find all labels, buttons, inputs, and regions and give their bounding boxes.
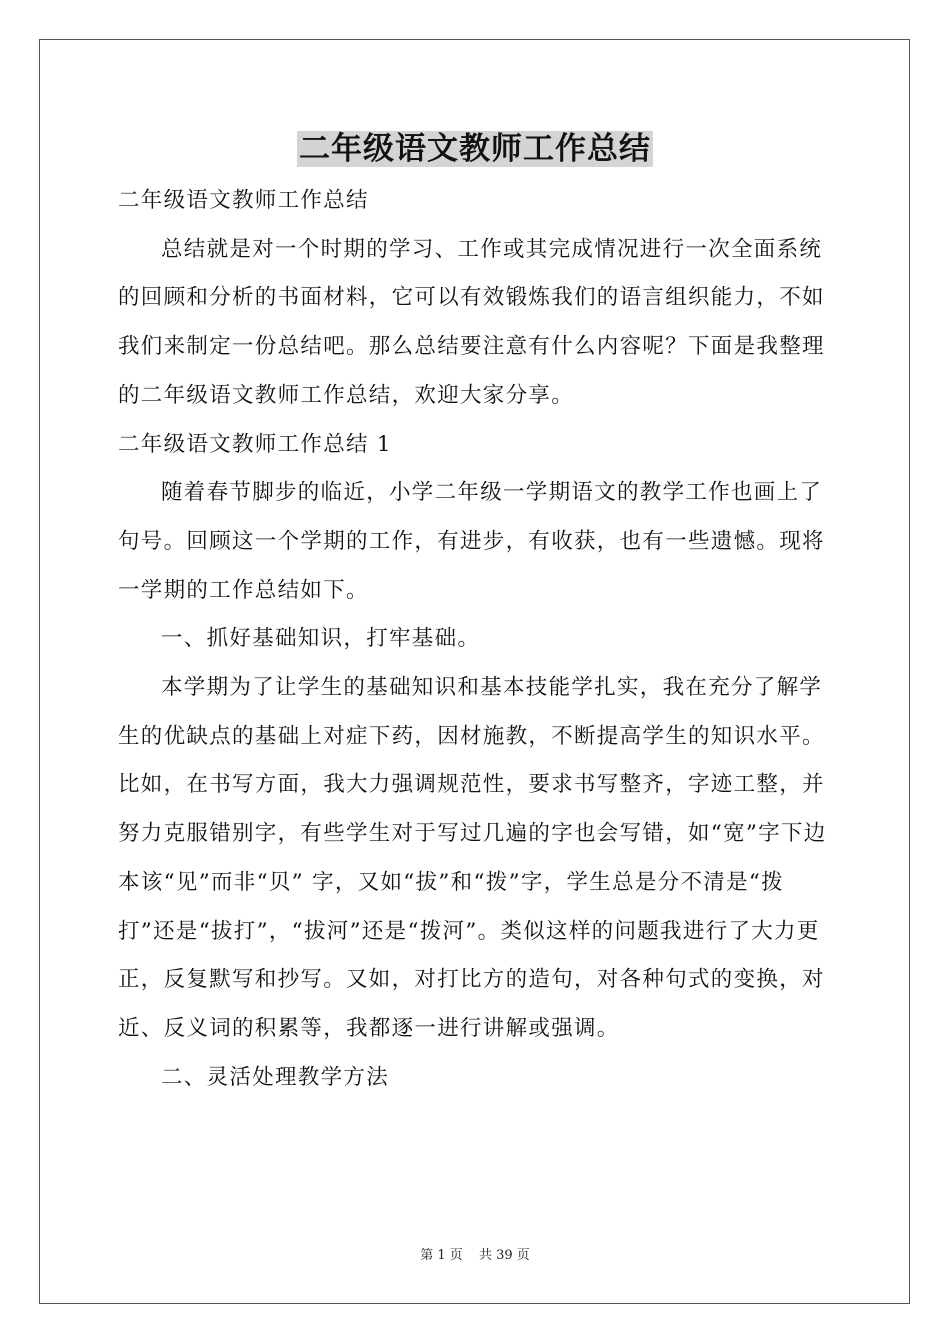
body-paragraph: 随着春节脚步的临近，小学二年级一学期语文的教学工作也画上了句号。回顾这一个学期的工作，有进步，有收获，也有一些遗憾。现将一学期的工作总结如下。	[118, 480, 825, 603]
document-title	[0, 126, 950, 172]
document-title-text: 二年级语文教师工作总结	[299, 131, 651, 167]
section-heading: 二年级语文教师工作总结	[118, 188, 369, 213]
body-paragraph: 本学期为了让学生的基础知识和基本技能学扎实，我在充分了解学生的优缺点的基础上对症下药，因材施教，不断提高学生的知识水平。比如，在书写方面，我大力强调规范性，要求书写整齐，字迹工整，并努力克服错别字，有些学生对于写过几遍的字也会写错，如“宽”字下边本该“见”而非“贝” 字，又如“拔”和“拨”字，学生总是分不清是“拨打”还是“拔打”，“拔河”还是“拨河”。类似这样的问题我进行了大力更正，反复默写和抄写。又如，对打比方的造句，对各种句式的变换，对近、反义词的积累等，我都逐一进行讲解或强调。	[118, 675, 827, 1041]
document-body	[118, 177, 834, 1102]
section-heading: 二年级语文教师工作总结 1	[118, 431, 392, 457]
page-footer	[0, 1247, 950, 1265]
body-paragraph: 总结就是对一个时期的学习、工作或其完成情况进行一次全面系统的回顾和分析的书面材料，它可以有效锻炼我们的语言组织能力，不如我们来制定一份总结吧。那么总结要注意有什么内容呢？下面是我整理的二年级语文教师工作总结，欢迎大家分享。	[118, 236, 825, 408]
body-paragraph: 二、灵活处理教学方法	[161, 1064, 390, 1090]
body-paragraph: 一、抓好基础知识，打牢基础。	[161, 626, 481, 652]
page-number: 第 1 页	[420, 1248, 463, 1263]
page-total: 共 39 页	[478, 1248, 530, 1263]
